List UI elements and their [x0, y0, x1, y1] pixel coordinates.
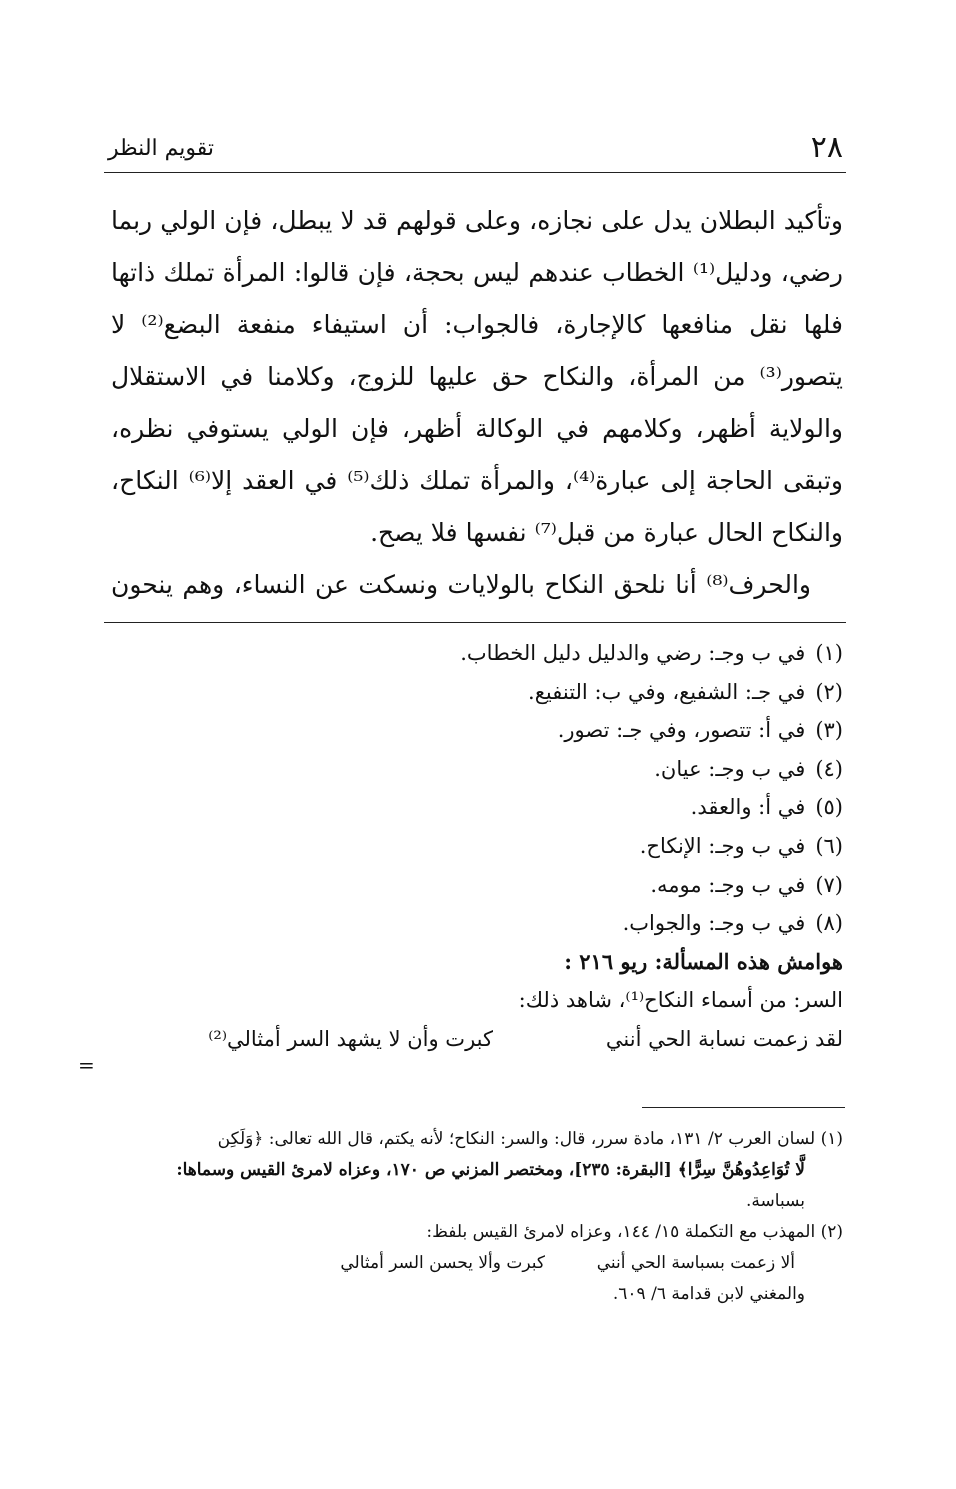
subnote-line — [111, 1124, 843, 1155]
footnote-text: في ب وجـ: الإنكاح. — [639, 833, 806, 858]
page-number: ٢٨ — [810, 130, 843, 165]
footnote-number: (٦) — [815, 833, 843, 858]
footnote — [111, 788, 843, 827]
header-rule — [104, 172, 846, 173]
margin-notes-heading: هوامش هذه المسألة: ريو ٢١٦ : — [564, 948, 843, 974]
footnote — [111, 673, 843, 712]
footnote-number: (٢) — [815, 679, 843, 704]
main-line: والحرف⁽⁸⁾ أنا نلحق النكاح بالولايات ونسكت عن النساء، وهم ينحون — [111, 570, 811, 599]
footnote — [111, 711, 843, 750]
subnote-verse — [111, 1248, 843, 1279]
verse — [111, 1020, 843, 1059]
footnote — [111, 634, 843, 673]
subnote-rule — [642, 1107, 845, 1108]
verse-second-hemistich: كبرت وأن لا يشهد السر أمثالي⁽²⁾ — [208, 1026, 493, 1051]
footnote-text: في ب وجـ: مومه. — [650, 872, 806, 897]
footnote-number: (٤) — [815, 756, 843, 781]
footnote — [111, 866, 843, 905]
footnote-number: (٥) — [815, 795, 843, 820]
footnote-number: (٧) — [815, 872, 843, 897]
main-line: وتأكيد البطلان يدل على نجازه، وعلى قولهم قد لا يبطل، فإن الولي ربما — [111, 206, 843, 235]
footnote-text: في ب وجـ: عيان. — [654, 756, 806, 781]
subnote-text: لسان العرب ٢/ ١٣١، مادة سرر، قال: والسر: النكاح؛ لأنه يكتم، قال الله تعالى: ﴿وَلَكِن — [217, 1129, 816, 1149]
footnote-text: في أ: والعقد. — [690, 795, 806, 820]
footnote-rule — [104, 622, 846, 623]
main-line: والولاية أظهر، وكلامهم في الوكالة أظهر، فإن الولي يستوفي نظره، — [111, 414, 843, 443]
footnote-text: في أ: تتصور، وفي جـ: تصور. — [557, 718, 806, 743]
footnote-number: (٣) — [815, 718, 843, 743]
footnote-text: في ب وجـ: رضي والدليل دليل الخطاب. — [460, 641, 806, 665]
sub-notes — [111, 1124, 843, 1310]
footnotes — [111, 634, 843, 1059]
subnote-line: لَّا تُوَاعِدُوهُنَّ سِرًّا﴾ [البقرة: ٢٣٥]، ومختصر المزني ص ١٧٠، وعزاه لامرئ القيس وسماها: — [176, 1160, 805, 1180]
running-title: تقويم النظر — [108, 136, 215, 161]
footnote — [111, 904, 843, 943]
subnote-line: والمغني لابن قدامة ٦/ ٦٠٩. — [612, 1284, 805, 1304]
footnote-number: (٨) — [815, 911, 843, 936]
verse-first-hemistich: ألا زعمت بسباسة الحي أنني — [596, 1253, 795, 1273]
footnote-text: في جـ: الشفيع، وفي ب: التنفيع. — [528, 679, 806, 704]
margin-mark: = — [78, 1053, 95, 1077]
main-line: وتبقى الحاجة إلى عبارة⁽⁴⁾، والمرأة تملك ذلك⁽⁵⁾ في العقد إلا⁽⁶⁾ النكاح، — [111, 466, 843, 495]
main-line: يتصور⁽³⁾ من المرأة، والنكاح حق عليها للزوج، وكلامنا في الاستقلال — [111, 362, 843, 391]
main-line: رضي، ودليل⁽¹⁾ الخطاب عندهم ليس بحجة، فإن قالوا: المرأة تملك ذاتها — [111, 258, 843, 287]
main-text — [111, 195, 843, 611]
footnote-text: في ب وجـ: والجواب. — [622, 911, 806, 936]
verse-second-hemistich: كبرت وألا يحسن السر أمثالي — [340, 1253, 545, 1273]
subnote-number: (١) — [820, 1129, 843, 1149]
margin-note-line: السر: من أسماء النكاح⁽¹⁾، شاهد ذلك: — [518, 988, 843, 1013]
verse-first-hemistich: لقد زعمت نسابة الحي أنني — [605, 1026, 843, 1051]
footnote — [111, 827, 843, 866]
subnote-number: (٢) — [820, 1222, 843, 1242]
subnote-text: المهذب مع التكملة ١٥/ ١٤٤، وعزاه لامرئ القيس بلفظ: — [426, 1222, 816, 1242]
subnote-line — [111, 1217, 843, 1248]
main-line: والنكاح الحال عبارة من قبل⁽⁷⁾ نفسها فلا يصح. — [370, 518, 843, 547]
footnote-number: (١) — [815, 641, 843, 665]
footnote — [111, 750, 843, 789]
main-line: فلها نقل منافعها كالإجارة، فالجواب: أن استيفاء منفعة البضع⁽²⁾ لا — [111, 310, 843, 339]
subnote-line: بسباسة. — [746, 1191, 805, 1211]
